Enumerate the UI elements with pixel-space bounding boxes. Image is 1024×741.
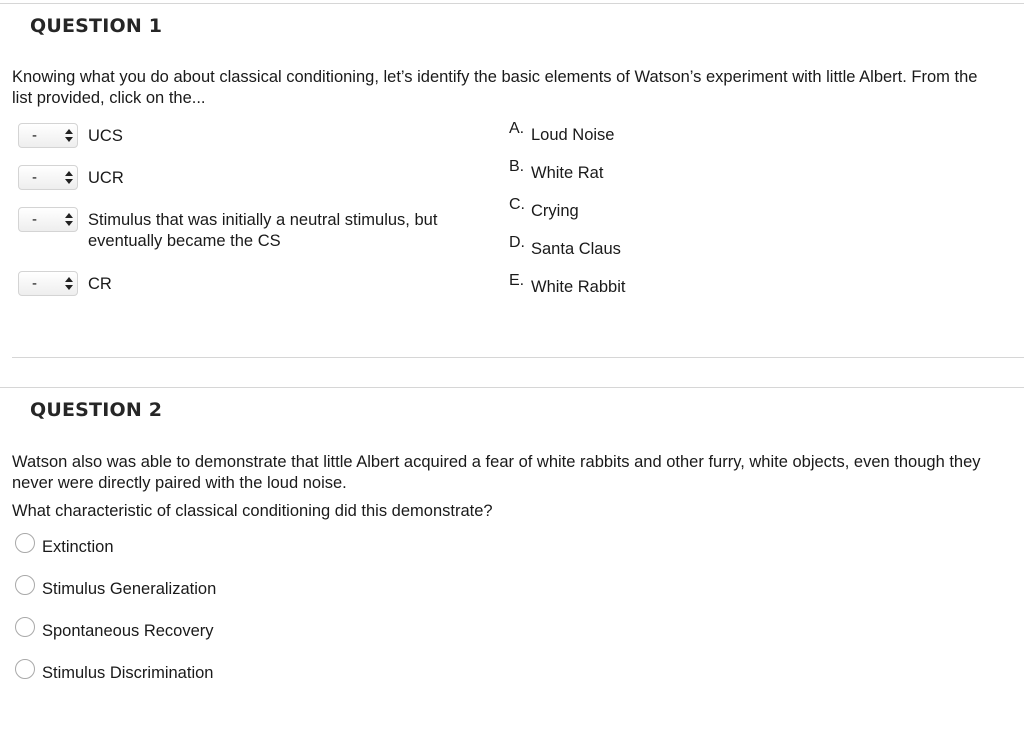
match-label-ucr: UCR [88, 169, 124, 187]
answer-letter: D. [509, 234, 525, 251]
match-select-2[interactable] [18, 165, 78, 190]
select-value: - [32, 169, 37, 186]
select-arrows-icon [65, 276, 73, 290]
answer-text: White Rabbit [531, 278, 626, 296]
top-divider [0, 3, 1024, 4]
question-2-top-divider [0, 387, 1024, 388]
option-label-stimulus-discrimination[interactable]: Stimulus Discrimination [42, 664, 214, 682]
option-label-extinction[interactable]: Extinction [42, 538, 114, 556]
select-value: - [32, 211, 37, 228]
radio-extinction[interactable] [15, 533, 35, 553]
select-value: - [32, 275, 37, 292]
match-select-3[interactable] [18, 207, 78, 232]
answer-text: White Rat [531, 164, 604, 182]
question-2-prompt: Watson also was able to demonstrate that little Albert acquired a fear of white rabbits and other furry, white objects, even though they never were directly paired with the loud noise. [12, 453, 981, 492]
answer-text: Crying [531, 202, 579, 220]
option-label-spontaneous-recovery[interactable]: Spontaneous Recovery [42, 622, 214, 640]
option-label-stimulus-generalization[interactable]: Stimulus Generalization [42, 580, 217, 598]
select-value: - [32, 127, 37, 144]
answer-letter: B. [509, 158, 525, 175]
question-2-title: QUESTION 2 [30, 399, 163, 421]
answer-letter: C. [509, 196, 525, 213]
match-select-1[interactable] [18, 123, 78, 148]
answer-letter: A. [509, 120, 525, 137]
answer-letter: E. [509, 272, 525, 289]
question-2-question: What characteristic of classical conditioning did this demonstrate? [12, 502, 493, 520]
question-1-title: QUESTION 1 [30, 15, 163, 37]
match-label-neutral-stimulus: Stimulus that was initially a neutral stimulus, but eventually became the CS [88, 211, 438, 250]
match-label-ucs: UCS [88, 127, 123, 145]
radio-stimulus-discrimination[interactable] [15, 659, 35, 679]
radio-stimulus-generalization[interactable] [15, 575, 35, 595]
question-1-prompt: Knowing what you do about classical conditioning, let’s identify the basic elements of Watson’s experiment with little Albert. From the list provided, click on the... [12, 68, 978, 107]
radio-spontaneous-recovery[interactable] [15, 617, 35, 637]
match-label-cr: CR [88, 275, 112, 293]
select-arrows-icon [65, 128, 73, 142]
select-arrows-icon [65, 212, 73, 226]
answer-text: Loud Noise [531, 126, 615, 144]
question-1-bottom-divider [12, 357, 1024, 358]
answer-text: Santa Claus [531, 240, 621, 258]
match-select-4[interactable] [18, 271, 78, 296]
select-arrows-icon [65, 170, 73, 184]
